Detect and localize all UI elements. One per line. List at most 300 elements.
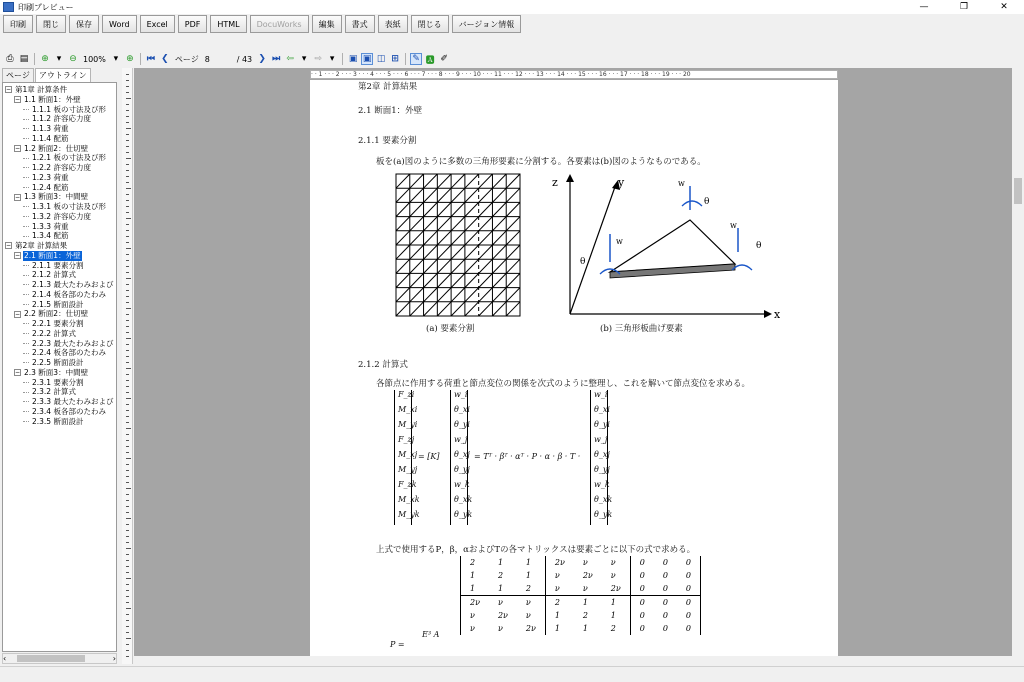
matrix-cell: 0 (630, 622, 654, 635)
mesh-line (492, 245, 506, 259)
mesh-line (506, 174, 520, 188)
view-toolbar (0, 50, 1024, 68)
matrix-cell: 2 (610, 624, 616, 633)
tab-page[interactable]: ページ (2, 68, 34, 82)
edit-button[interactable]: 編集 (312, 15, 342, 33)
ruler-tick (126, 608, 131, 609)
zoom-dropdown-icon[interactable]: ▾ (113, 54, 119, 64)
export-html-button[interactable]: HTML (210, 15, 246, 33)
ruler-tick (126, 560, 129, 561)
outline-item[interactable] (3, 124, 116, 134)
matrix-cell: ν (545, 582, 573, 596)
outline-item-label: 2.3.2 計算式 (32, 387, 76, 397)
vector-entry: θ_xj (454, 450, 470, 459)
ruler-tick (126, 230, 129, 231)
ruler-tick (126, 338, 131, 339)
document-page (310, 80, 838, 656)
toolbar-separator (342, 53, 343, 65)
mesh-line (451, 288, 465, 302)
collapse-toggle-icon[interactable]: − (15, 310, 21, 318)
wk-label: w (678, 179, 685, 188)
tree-connector (23, 206, 29, 207)
matrix-row (461, 569, 701, 582)
matrix-cell: 1 (574, 596, 602, 610)
minimize-button[interactable]: — (919, 2, 929, 12)
ruler-tick (126, 380, 129, 381)
save-button[interactable]: 保存 (69, 15, 99, 33)
matrix-cell: 1 (497, 584, 504, 593)
forward-arrow-icon[interactable]: ⇨ (314, 54, 322, 64)
outline-item-label: 2.2.3 最大たわみおよび (32, 338, 114, 348)
mesh-line (437, 202, 451, 216)
text-tool-icon[interactable]: 🅰 (425, 55, 435, 66)
vector-entry: F_zj (398, 435, 415, 444)
outline-item[interactable] (3, 251, 116, 261)
outline-item[interactable] (3, 329, 116, 339)
ruler-tick (126, 578, 131, 579)
mesh-line (424, 288, 438, 302)
matrix-cell: 0 (662, 624, 668, 633)
export-excel-button[interactable]: Excel (140, 15, 175, 33)
p-numerator: E³ A (422, 630, 440, 639)
outline-item[interactable] (3, 290, 116, 300)
outline-item[interactable] (3, 339, 116, 349)
outline-item-label: 2.1.4 板各部のたわみ (32, 289, 106, 299)
vector-entry: θ_yk (594, 510, 613, 519)
vector-entry: M_xi (398, 405, 418, 414)
outline-item[interactable] (3, 163, 116, 173)
matrix-cell: 1 (470, 571, 476, 580)
tree-connector (23, 265, 29, 266)
two-page-icon[interactable]: ◫ (376, 54, 386, 64)
multi-page-icon[interactable]: ⊞ (391, 54, 399, 64)
ruler-tick (126, 434, 129, 435)
mesh-line (492, 231, 506, 245)
ruler-tick (126, 146, 129, 147)
mesh-line (424, 188, 438, 202)
matrix-cell: ν (610, 558, 616, 567)
scroll-left-icon[interactable]: ‹ (3, 654, 7, 663)
mesh-line (410, 245, 424, 259)
z-label: z (552, 176, 558, 189)
mesh-line (410, 288, 424, 302)
export-word-button[interactable]: Word (102, 15, 137, 33)
outline-item[interactable] (3, 387, 116, 397)
scroll-right-icon[interactable]: › (112, 654, 116, 663)
tree-connector (23, 158, 29, 159)
ruler-tick (126, 158, 131, 159)
tree-connector (23, 226, 29, 227)
tree-connector (23, 236, 29, 237)
mesh-line (396, 188, 410, 202)
outline-item[interactable] (3, 95, 116, 105)
mesh-line (479, 202, 493, 216)
mesh-line (410, 302, 424, 316)
mesh-line (437, 273, 451, 287)
ruler-tick (126, 110, 129, 111)
mesh-line (506, 188, 520, 202)
select-tool-icon[interactable]: ✎ (410, 53, 422, 65)
mesh-line (396, 273, 410, 287)
ruler-tick (126, 320, 129, 321)
collapse-toggle-icon[interactable]: − (6, 86, 12, 94)
mesh-line (451, 202, 465, 216)
ruler-tick (126, 296, 129, 297)
mesh-line (396, 174, 410, 188)
figure-b-caption: (b) 三角形板曲げ要素 (600, 324, 683, 334)
outline-item-label: 第1章 計算条件 (15, 85, 68, 94)
cover-button[interactable]: 表紙 (378, 15, 408, 33)
mesh-line (492, 217, 506, 231)
back-arrow-icon[interactable]: ⇦ (286, 54, 294, 64)
matrix-cell: ν (545, 569, 573, 582)
preview-canvas[interactable] (134, 68, 1012, 656)
matrix-cell: 1 (602, 596, 630, 610)
fit-page-icon[interactable]: ⊕ (126, 54, 134, 64)
command-toolbar (0, 15, 1024, 35)
mesh-line (424, 174, 438, 188)
mesh-line (410, 202, 424, 216)
ruler-tick (126, 308, 131, 309)
ruler-tick (126, 80, 129, 81)
mesh-line (506, 231, 520, 245)
mesh-line (492, 202, 506, 216)
zoom-level[interactable]: 100% (83, 54, 106, 64)
ruler-tick (126, 566, 129, 567)
ruler-tick (126, 254, 129, 255)
mesh-line (424, 302, 438, 316)
continuous-page-icon[interactable]: ▣ (362, 54, 372, 64)
tree-connector (23, 411, 29, 412)
mesh-line (492, 288, 506, 302)
vector-entry: w_i (594, 390, 608, 399)
close-button[interactable]: ✕ (1000, 2, 1008, 12)
outline-item[interactable] (3, 407, 116, 417)
ruler-tick (126, 518, 131, 519)
matrix-cell: 2ν (525, 624, 536, 633)
title-bar (0, 0, 1024, 14)
ruler-tick (126, 266, 129, 267)
mesh-line (424, 217, 438, 231)
ruler-tick (126, 656, 129, 657)
ruler-tick (126, 632, 129, 633)
ruler-tick (126, 74, 129, 75)
mesh-line (396, 217, 410, 231)
outline-item[interactable] (3, 183, 116, 193)
print-preview-icon[interactable]: ⎙ (6, 54, 14, 64)
maximize-button[interactable]: ❐ (959, 2, 969, 12)
ruler-tick (126, 350, 129, 351)
collapse-toggle-icon[interactable]: − (15, 252, 21, 260)
page-setup-icon[interactable]: ▤ (19, 54, 29, 64)
outline-item[interactable] (3, 231, 116, 241)
outline-item[interactable] (3, 261, 116, 271)
outline-item-label: 1.2.4 配筋 (32, 182, 69, 192)
format-button[interactable]: 書式 (345, 15, 375, 33)
matrix-cell: 0 (654, 596, 677, 610)
matrix-cell: ν (525, 611, 531, 620)
matrix-row (461, 582, 701, 596)
collapse-toggle-icon[interactable]: − (15, 193, 21, 201)
mesh-line (451, 245, 465, 259)
ruler-tick (126, 260, 129, 261)
page-current-input[interactable]: 8 (204, 54, 210, 64)
matrix-cell: 1 (470, 584, 476, 593)
section-heading: 2.1 断面1：外壁 (358, 106, 423, 116)
mesh-line (424, 202, 438, 216)
matrix-row (461, 556, 701, 569)
vector-entry: θ_yj (454, 465, 470, 474)
mesh-line (492, 188, 506, 202)
matrix-row (461, 596, 701, 610)
export-docuworks-button[interactable]: DocuWorks (250, 15, 309, 33)
outline-item[interactable] (3, 270, 116, 280)
ruler-tick (126, 476, 129, 477)
tree-connector (23, 353, 29, 354)
tree-connector (23, 421, 29, 422)
mesh-line (479, 288, 493, 302)
next-page-icon[interactable]: ❯ (258, 54, 266, 64)
matrix-cell: ν (582, 558, 588, 567)
outline-item-label: 2.1 断面1：外壁 (24, 250, 81, 260)
y-axis (570, 184, 616, 314)
dropdown-arrow-icon[interactable]: ▾ (56, 54, 62, 64)
outline-tree (2, 82, 117, 652)
ruler-tick (126, 386, 129, 387)
version-info-button[interactable]: バージョン情報 (452, 15, 522, 33)
outline-item-label: 1.1.3 荷重 (32, 124, 69, 133)
ruler-tick (126, 98, 131, 99)
collapse-toggle-icon[interactable]: − (15, 144, 21, 152)
ruler-tick (126, 620, 129, 621)
outline-item[interactable] (3, 144, 116, 154)
ruler-tick (126, 650, 129, 651)
tree-connector (23, 109, 29, 110)
ruler-tick (126, 314, 129, 315)
vector-entry: M_xj (398, 450, 418, 459)
previous-page-icon[interactable]: ❮ (161, 54, 169, 64)
mesh-line (451, 174, 465, 188)
outline-item-label: 1.1.4 配筋 (32, 133, 69, 143)
matrix-cell: 0 (630, 609, 654, 622)
toolbar-separator (140, 53, 141, 65)
displacement-vector (450, 390, 473, 525)
ruler-tick (126, 218, 131, 219)
matrix-cell: 2 (525, 584, 531, 593)
outline-item[interactable] (3, 85, 116, 95)
matrix-cell: 0 (662, 558, 668, 567)
ruler-tick (126, 446, 129, 447)
ruler-tick (126, 572, 129, 573)
paragraph: 上式で使用するP，β，αおよびTの各マトリックスは要素ごとに以下の式で求める。 (376, 545, 696, 555)
wj-label: w (730, 221, 737, 230)
outline-item[interactable] (3, 417, 116, 427)
matrix-cell: ν (470, 611, 475, 620)
outline-item-label: 2.2.1 要素分割 (32, 319, 84, 328)
scrollbar-thumb[interactable] (17, 655, 85, 662)
tree-connector (23, 138, 29, 139)
ruler-tick (126, 644, 129, 645)
chapter-heading: 第2章 計算結果 (358, 82, 418, 92)
ruler-tick (126, 92, 129, 93)
ruler-tick (126, 392, 129, 393)
matrix-cell: 1 (582, 624, 588, 633)
vector-entry: θ_yi (454, 420, 470, 429)
outline-item[interactable] (3, 153, 116, 163)
matrix-cell: 0 (685, 558, 691, 567)
last-page-icon[interactable]: ⏭ (272, 54, 281, 64)
ruler-tick (126, 500, 129, 501)
tree-connector (23, 362, 29, 363)
outline-item-label: 2.1.5 断面設計 (32, 299, 84, 309)
ruler-tick (126, 416, 129, 417)
outline-item[interactable] (3, 358, 116, 368)
status-bar (0, 666, 1024, 682)
exit-button[interactable]: 閉じる (411, 15, 449, 33)
p-matrix (460, 556, 701, 635)
mesh-line (396, 288, 410, 302)
outline-item[interactable] (3, 192, 116, 202)
matrix-row (461, 622, 701, 635)
matrix-cell: 0 (662, 571, 668, 580)
outline-item[interactable] (3, 348, 116, 358)
mesh-line (451, 188, 465, 202)
ruler-tick (126, 140, 129, 141)
export-pdf-button[interactable]: PDF (178, 15, 208, 33)
tree-connector (23, 177, 29, 178)
matrix-cell: ν (470, 624, 475, 633)
ruler-tick (126, 614, 129, 615)
outline-item[interactable] (3, 300, 116, 310)
tree-connector (23, 119, 29, 120)
print-button[interactable]: 印刷 (3, 15, 33, 33)
mesh-line (506, 245, 520, 259)
horizontal-scrollbar[interactable] (134, 656, 1012, 666)
collapse-toggle-icon[interactable]: − (6, 242, 12, 250)
mesh-line (465, 288, 479, 302)
collapse-toggle-icon[interactable]: − (15, 96, 21, 104)
ruler-tick (126, 332, 129, 333)
matrix-cell: 2 (470, 558, 476, 567)
outline-item[interactable] (3, 222, 116, 232)
y-label: y (618, 176, 625, 189)
x-axis-arrow (764, 310, 772, 318)
page-total: / 43 (236, 54, 253, 64)
mesh-line (437, 188, 451, 202)
vertical-ruler (122, 68, 133, 664)
matrix-cell: ν (517, 596, 545, 610)
outline-item-label: 2.3 断面3：中間壁 (24, 367, 89, 377)
outline-item-label: 2.1.3 最大たわみおよび (32, 280, 114, 289)
outline-item[interactable] (3, 397, 116, 407)
outline-item-label: 2.3.4 板各部のたわみ (32, 406, 106, 416)
vector-entry: θ_xj (594, 450, 610, 459)
mesh-line (479, 302, 493, 316)
mesh-line (465, 231, 479, 245)
outline-item[interactable] (3, 319, 116, 329)
outline-item-label: 2.2 断面2：仕切壁 (24, 309, 89, 319)
ruler-tick (126, 440, 129, 441)
ruler-tick (126, 212, 129, 213)
ruler-tick (126, 422, 129, 423)
mesh-line (396, 231, 410, 245)
forward-dropdown-icon[interactable]: ▾ (329, 54, 335, 64)
theta-k-label: θ (704, 197, 710, 207)
outline-horizontal-scrollbar[interactable] (2, 653, 117, 664)
x-label: x (774, 308, 780, 321)
first-page-icon[interactable]: ⏮ (146, 54, 155, 64)
outline-item[interactable] (3, 309, 116, 319)
ruler-tick (126, 302, 129, 303)
vector-entry: w_j (594, 435, 608, 444)
matrix-cell: 0 (630, 596, 654, 610)
mesh-line (451, 217, 465, 231)
outline-item[interactable] (3, 105, 116, 115)
z-axis-arrow (566, 174, 574, 182)
outline-item-label: 1.2.3 荷重 (32, 172, 69, 182)
outline-item[interactable] (3, 241, 116, 251)
zoom-in-icon[interactable]: ⊕ (41, 54, 49, 64)
outline-item[interactable] (3, 114, 116, 124)
vector-entry: M_yi (398, 420, 418, 429)
back-dropdown-icon[interactable]: ▾ (301, 54, 307, 64)
matrix-cell: 0 (662, 584, 668, 593)
vector-entry: θ_yk (454, 510, 473, 519)
matrix-cell: 0 (662, 611, 668, 620)
eraser-icon[interactable]: ✐ (440, 54, 448, 64)
tree-connector (23, 294, 29, 295)
theta-i-label: θ (580, 257, 586, 267)
matrix-cell: 2 (545, 596, 573, 610)
matrix-cell: ν (610, 571, 616, 580)
ruler-tick (126, 590, 129, 591)
outline-item-label: 1.2.1 板の寸法及び形 (32, 153, 106, 163)
outline-item[interactable] (3, 134, 116, 144)
load-vector (394, 390, 420, 525)
mesh-line (396, 259, 410, 273)
outline-item-label: 1.3.2 許容応力度 (32, 211, 91, 221)
outline-item[interactable] (3, 280, 116, 290)
mesh-line (396, 202, 410, 216)
mesh-line (492, 273, 506, 287)
scrollbar-thumb[interactable] (1014, 178, 1022, 204)
matrix-cell: 2 (497, 571, 504, 580)
ruler-tick (126, 272, 129, 273)
outline-item[interactable] (3, 212, 116, 222)
ruler-tick (126, 176, 129, 177)
tab-outline[interactable]: アウトライン (35, 68, 91, 82)
mesh-line (437, 217, 451, 231)
outline-item[interactable] (3, 378, 116, 388)
matrix-cell: 1 (610, 611, 616, 620)
horizontal-ruler: · · 1 · · · 2 · · · 3 · · · 4 · · · 5 · · · 6 · · · 7 · · · 8 · · · 9 · · · 10 · · · 11 · · · 12 · · · 13 · · · 14 · · · 15 · · · 16 · · · 17 · · · 18 · · · 19 · · · 20 (310, 70, 838, 79)
ruler-tick (126, 512, 129, 513)
vector-entry: w_j (454, 435, 468, 444)
single-page-icon[interactable]: ▣ (348, 54, 358, 64)
mesh-line (410, 273, 424, 287)
ruler-tick (126, 404, 129, 405)
vertical-scrollbar[interactable] (1012, 68, 1024, 656)
ruler-tick (126, 170, 129, 171)
close-doc-button[interactable]: 閉じ (36, 15, 66, 33)
outline-item[interactable] (3, 202, 116, 212)
collapse-toggle-icon[interactable]: − (15, 369, 21, 377)
outline-item[interactable] (3, 173, 116, 183)
mesh-line (437, 288, 451, 302)
zoom-out-icon[interactable]: ⊖ (69, 54, 77, 64)
mesh-line (424, 245, 438, 259)
outline-item[interactable] (3, 368, 116, 378)
